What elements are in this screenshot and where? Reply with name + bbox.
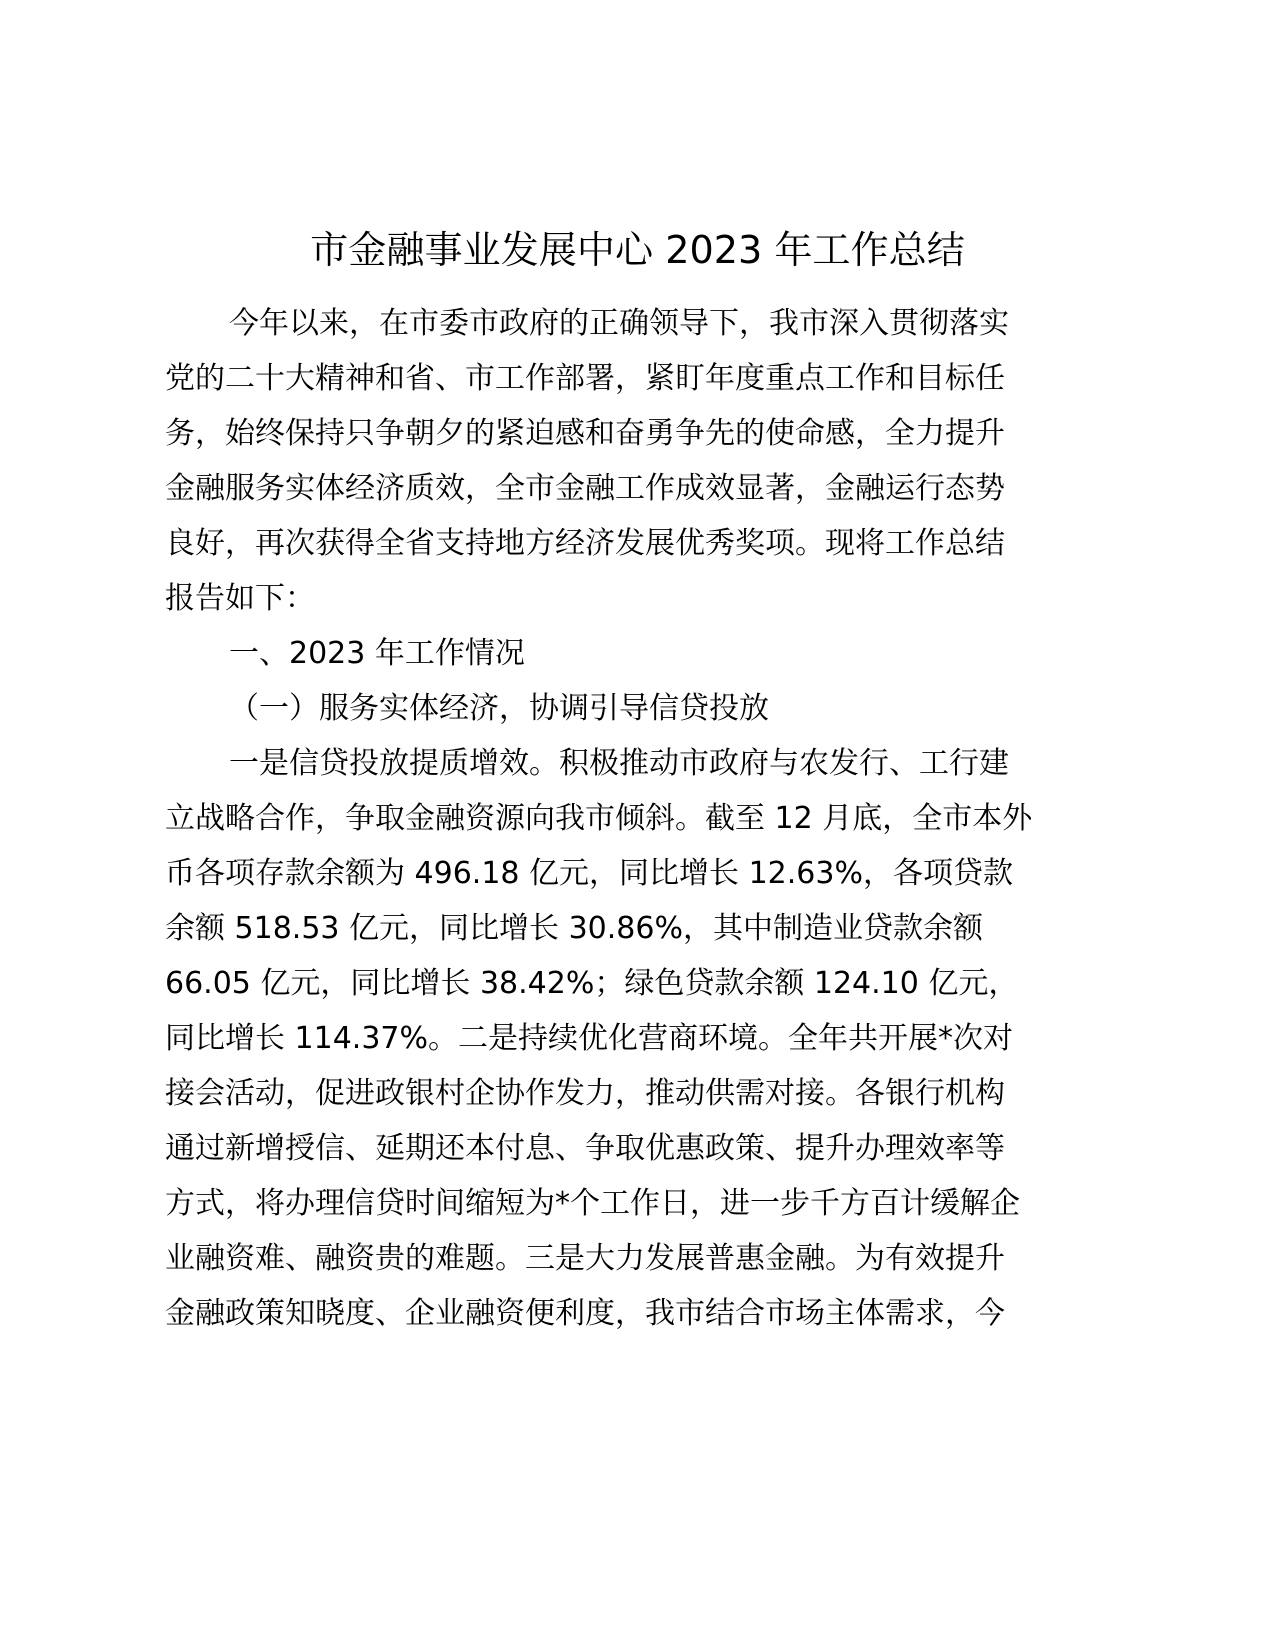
- section-heading: 一、2023 年工作情况: [229, 636, 525, 671]
- paragraph-line: 接会活动，促进政银村企协作发力，推动供需对接。各银行机构: [165, 1076, 1005, 1111]
- paragraph-line: 务，始终保持只争朝夕的紧迫感和奋勇争先的使命感，全力提升: [165, 416, 1005, 451]
- paragraph-line: 金融政策知晓度、企业融资便利度，我市结合市场主体需求，今: [165, 1296, 1005, 1331]
- paragraph-line: 66.05 亿元，同比增长 38.42%；绿色贷款余额 124.10 亿元，: [165, 966, 1019, 1001]
- paragraph-line: 通过新增授信、延期还本付息、争取优惠政策、提升办理效率等: [165, 1131, 1005, 1166]
- paragraph-line: 余额 518.53 亿元，同比增长 30.86%，其中制造业贷款余额: [165, 911, 983, 946]
- paragraph-line: 报告如下：: [165, 581, 315, 616]
- paragraph-line: 今年以来，在市委市政府的正确领导下，我市深入贯彻落实: [229, 306, 1009, 341]
- paragraph-line: 立战略合作，争取金融资源向我市倾斜。截至 12 月底，全市本外: [165, 801, 1033, 836]
- paragraph-line: 币各项存款余额为 496.18 亿元，同比增长 12.63%，各项贷款: [165, 856, 1013, 891]
- paragraph-line: 一是信贷投放提质增效。积极推动市政府与农发行、工行建: [229, 746, 1009, 781]
- paragraph-line: 业融资难、融资贵的难题。三是大力发展普惠金融。为有效提升: [165, 1241, 1005, 1276]
- subsection-heading: （一）服务实体经济，协调引导信贷投放: [229, 691, 769, 726]
- paragraph-line: 方式，将办理信贷时间缩短为*个工作日，进一步千方百计缓解企: [165, 1186, 1020, 1221]
- document-title: 市金融事业发展中心 2023 年工作总结: [310, 228, 965, 272]
- paragraph-line: 同比增长 114.37%。二是持续优化营商环境。全年共开展*次对: [165, 1021, 1014, 1056]
- paragraph-line: 党的二十大精神和省、市工作部署，紧盯年度重点工作和目标任: [165, 361, 1005, 396]
- paragraph-line: 金融服务实体经济质效，全市金融工作成效显著，金融运行态势: [165, 471, 1005, 506]
- paragraph-line: 良好，再次获得全省支持地方经济发展优秀奖项。现将工作总结: [165, 526, 1005, 561]
